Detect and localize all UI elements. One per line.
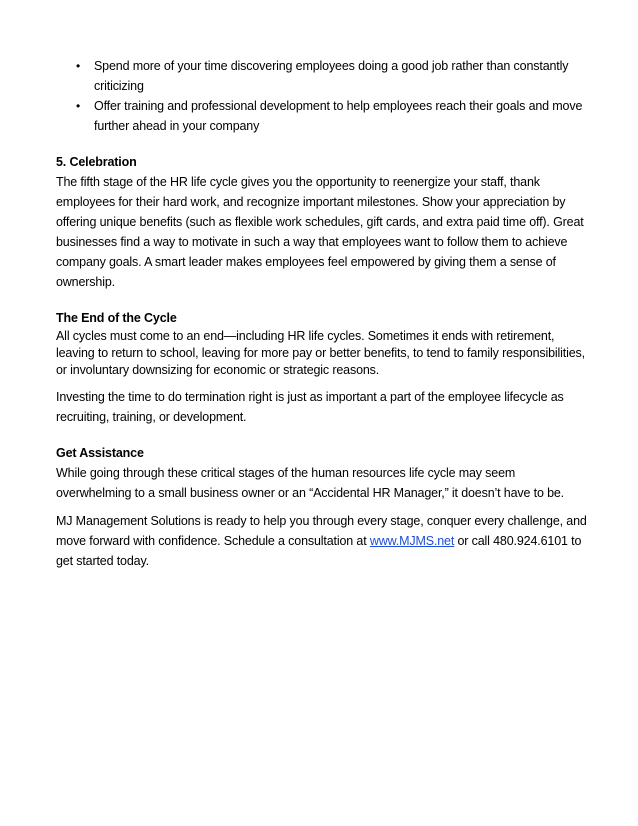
get-assistance-heading: Get Assistance [56, 446, 144, 460]
end-of-cycle-section [56, 308, 592, 427]
celebration-heading: 5. Celebration [56, 155, 137, 169]
cta-text-after: or call 480.924.6101 to get started today. [56, 534, 582, 568]
celebration-section [56, 152, 592, 292]
website-link[interactable]: www.MJMS.net [369, 534, 455, 548]
bullet-dot-icon: • [76, 59, 81, 73]
bullet-item [56, 96, 592, 136]
bullet-dot-icon: • [76, 99, 81, 113]
bullet-text: Spend more of your time discovering employees doing a good job rather than constantly criticizing [94, 59, 569, 93]
end-of-cycle-heading: The End of the Cycle [56, 311, 177, 325]
get-assistance-body: While going through these critical stages of the human resources life cycle may seem overwhelming to a small business owner or an “Accidental HR Manager,” it doesn’t have to be. [56, 466, 564, 500]
termination-paragraph: Investing the time to do termination right is just as important a part of the employee lifecycle as recruiting, training, or development. [56, 390, 564, 424]
cta-paragraph [56, 511, 592, 571]
cta-text-before: MJ Management Solutions is ready to help you through every stage, conquer every challenge, and move forward with confidence. Schedule a consultation at [56, 514, 587, 548]
bullet-item [56, 56, 592, 96]
tips-bullet-list [56, 56, 592, 136]
bullet-text: Offer training and professional development to help employees reach their goals and move further ahead in your company [94, 99, 583, 133]
document-content [56, 56, 592, 571]
get-assistance-section [56, 443, 592, 571]
celebration-body: The fifth stage of the HR life cycle gives you the opportunity to reenergize your staff, thank employees for their hard work, and recognize important milestones. Show your appreciation by offering unique benefits (such as flexible work schedules, gift cards, and extra paid time off). Great businesses find a way to motivate in such a way that employees want to follow them to achieve company goals. A smart leader makes employees feel empowered by giving them a sense of ownership. [56, 175, 584, 289]
end-of-cycle-body: All cycles must come to an end—including HR life cycles. Sometimes it ends with retirement, leaving to return to school, leaving for more pay or better benefits, to tend to family responsibilities, or involuntary downsizing for economic or strategic reasons. [56, 329, 585, 377]
